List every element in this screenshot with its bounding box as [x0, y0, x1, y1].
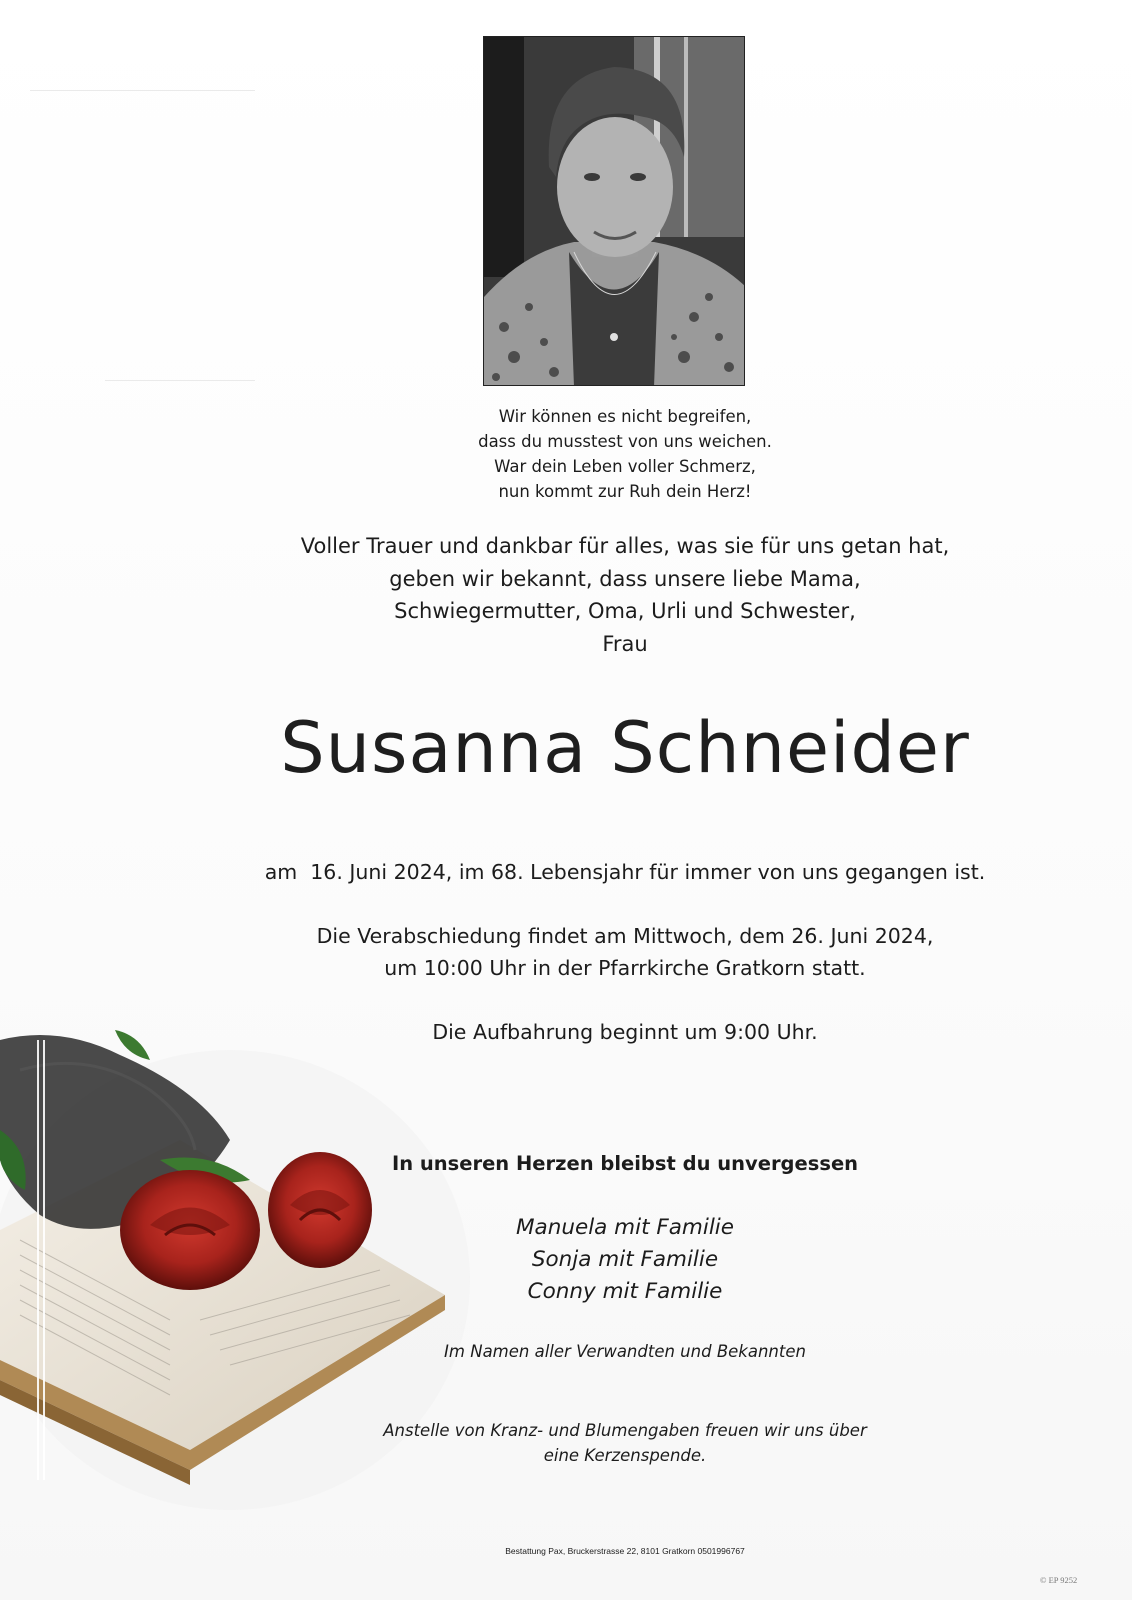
poem-line: War dein Leben voller Schmerz,: [494, 457, 756, 476]
memorial-motto: In unseren Herzen bleibst du unvergessen: [391, 1152, 859, 1175]
mourner-entry: Sonja mit Familie: [531, 1247, 719, 1272]
service-line: Die Verabschiedung findet am Mittwoch, dem 26. Juni 2024,: [316, 924, 934, 948]
announcement-intro: [240, 530, 1010, 660]
mourners-list: [240, 1212, 1010, 1308]
death-notice: am 16. Juni 2024, im 68. Lebensjahr für immer von uns gegangen ist.: [264, 860, 986, 884]
intro-line: Voller Trauer und dankbar für alles, was sie für uns getan hat,: [300, 534, 950, 558]
service-info: [240, 920, 1010, 984]
poem-line: nun kommt zur Ruh dein Herz!: [498, 482, 752, 501]
intro-line: geben wir bekannt, dass unsere liebe Mama,: [389, 566, 861, 591]
funeral-home-footer: Bestattung Pax, Bruckerstrasse 22, 8101 Gratkorn 0501996767: [505, 1546, 745, 1556]
decorative-line: [30, 90, 255, 91]
portrait-illustration: [484, 37, 745, 386]
poem: [240, 404, 1010, 504]
mourner-entry: Manuela mit Familie: [515, 1215, 734, 1240]
donation-line: Anstelle von Kranz- und Blumengaben freuen wir uns über: [383, 1421, 867, 1440]
viewing-info: Die Aufbahrung beginnt um 9:00 Uhr.: [432, 1020, 818, 1044]
portrait-photo: [483, 36, 745, 386]
intro-line: Schwiegermutter, Oma, Urli und Schwester,: [394, 599, 856, 623]
decorative-line: [37, 1040, 39, 1480]
service-line: um 10:00 Uhr in der Pfarrkirche Gratkorn statt.: [384, 956, 866, 980]
poem-line: dass du musstest von uns weichen.: [478, 432, 772, 451]
mourner-entry: Conny mit Familie: [527, 1279, 723, 1304]
donation-note: [240, 1418, 1010, 1468]
poem-line: Wir können es nicht begreifen,: [498, 407, 752, 426]
relatives-note: Im Namen aller Verwandten und Bekannten: [444, 1342, 806, 1361]
intro-line: Frau: [602, 631, 648, 656]
donation-line: eine Kerzenspende.: [543, 1446, 707, 1465]
reference-code: © EP 9252: [1040, 1575, 1078, 1585]
decorative-line: [105, 380, 255, 381]
decorative-line: [43, 1040, 45, 1480]
deceased-name: Susanna Schneider: [280, 707, 970, 789]
